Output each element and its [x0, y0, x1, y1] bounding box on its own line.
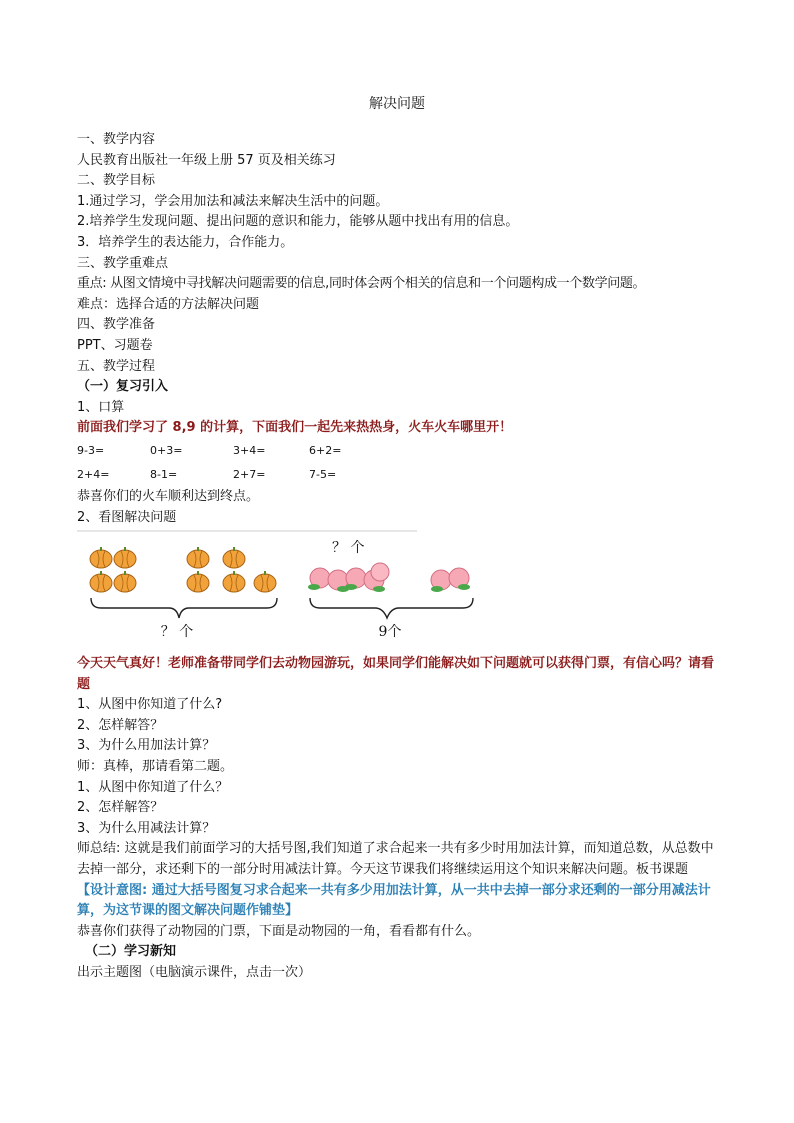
- pumpkin-icon: [90, 547, 112, 568]
- question-1-c: 3、为什么用加法计算？: [77, 738, 216, 754]
- goal-1: 1.通过学习，学会用加法和减法来解决生活中的问题。: [77, 193, 389, 209]
- right-total-label: 9个: [378, 624, 402, 641]
- calc-item: 2+7=: [233, 467, 266, 481]
- train-intro: 前面我们学习了 8,9 的计算，下面我们一起先来热热身，火车火车哪里开！: [77, 420, 513, 436]
- question-1-a: 1、从图中你知道了什么?: [77, 697, 223, 713]
- brace-right: [310, 598, 473, 618]
- brace-left: [91, 598, 277, 618]
- peach-icon: [431, 570, 451, 592]
- teaching-content: 人民教育出版社一年级上册 57 页及相关练习: [77, 152, 336, 168]
- brace-figure: [77, 530, 717, 648]
- part-2-heading: （二）学习新知: [85, 944, 177, 960]
- pumpkin-icon: [223, 571, 245, 592]
- pumpkin-icon: [114, 547, 136, 568]
- calc-item: 2+4=: [77, 467, 110, 481]
- difficult-point: 难点：选择合适的方法解决问题: [77, 296, 260, 312]
- teacher-line: 师：真棒，那请看第二题。: [77, 759, 234, 775]
- peach-icon: [308, 568, 330, 590]
- section-heading-2: 二、教学目标: [77, 173, 156, 189]
- section-heading-3: 三、教学重难点: [77, 255, 169, 271]
- pumpkin-icon: [114, 571, 136, 592]
- brace-figure-svg: [77, 530, 717, 648]
- question-1-b: 2、怎样解答？: [77, 717, 164, 733]
- section-heading-5: 五、教学过程: [77, 358, 156, 374]
- goal-2: 2.培养学生发现问题、提出问题的意识和能力，能够从题中找出有用的信息。: [77, 214, 519, 230]
- part-1-heading: （一）复习引入: [77, 379, 169, 395]
- goal-3: 3．培养学生的表达能力，合作能力。: [77, 234, 294, 250]
- calc-row-1: [77, 439, 717, 463]
- pumpkin-icon: [187, 571, 209, 592]
- ticket-line: 恭喜你们获得了动物园的门票，下面是动物园的一角，看看都有什么。: [77, 923, 481, 939]
- peach-icon: [449, 568, 470, 590]
- zoo-intro: 今天天气真好！老师准备带同学们去动物园游玩，如果同学们能解决如下问题就可以获得门票，有信心吗？请看题: [77, 656, 715, 692]
- congrats-line: 恭喜你们的火车顺利达到终点。: [77, 488, 260, 504]
- peach-icon: [371, 563, 389, 581]
- right-top-question-label: ？ 个: [332, 540, 365, 557]
- document-page: [77, 94, 717, 984]
- pumpkin-icon: [254, 571, 276, 592]
- document-title: 解决问题: [369, 96, 425, 112]
- design-intent: 【设计意图: 通过大括号图复习求合起来一共有多少用加法计算，从一共中去掉一部分求还剩的一部分用减法计算，为这节课的图文解决问题作铺垫】: [77, 882, 711, 919]
- peach-icon: [328, 570, 349, 592]
- show-theme-image: 出示主题图（电脑演示课件，点击一次）: [77, 965, 312, 980]
- teacher-summary: 师总结: 这就是我们前面学习的大括号图,我们知道了求合起来一共有多少时用加法计算，而知道总数，从总数中去掉一部分，求还剩下的一部分时用减法计算。今天这节课我们将继续运用这个知识来解决问题。板书课题: [77, 841, 714, 878]
- section-heading-1: 一、教学内容: [77, 132, 156, 147]
- pumpkin-icon: [187, 547, 209, 568]
- peach-icon: [345, 568, 366, 590]
- question-2-c: 3、为什么用减法计算？: [77, 820, 216, 836]
- question-2-b: 2、怎样解答？: [77, 800, 164, 816]
- calc-row-2: [77, 463, 717, 487]
- calc-item: 8-1=: [150, 467, 178, 481]
- left-question-label: ？ 个: [160, 624, 194, 641]
- pumpkin-icon: [223, 547, 245, 568]
- pumpkin-icon: [90, 571, 112, 592]
- calc-item: 7-5=: [309, 467, 337, 481]
- section-heading-4: 四、教学准备: [77, 317, 156, 333]
- question-2-a: 1、从图中你知道了什么？: [77, 779, 229, 795]
- look-solve-heading: 2、看图解决问题: [77, 509, 177, 525]
- calc-item: 3+4=: [233, 443, 266, 457]
- preparation: PPT、习题卷: [77, 337, 153, 353]
- calc-item: 9-3=: [77, 443, 105, 457]
- calc-item: 0+3=: [150, 443, 183, 457]
- oral-calc-heading: 1、口算: [77, 399, 125, 415]
- key-point: 重点: 从图文情境中寻找解决问题需要的信息,同时体会两个相关的信息和一个问题构成一个数学问题。: [77, 276, 646, 292]
- calc-item: 6+2=: [309, 443, 342, 457]
